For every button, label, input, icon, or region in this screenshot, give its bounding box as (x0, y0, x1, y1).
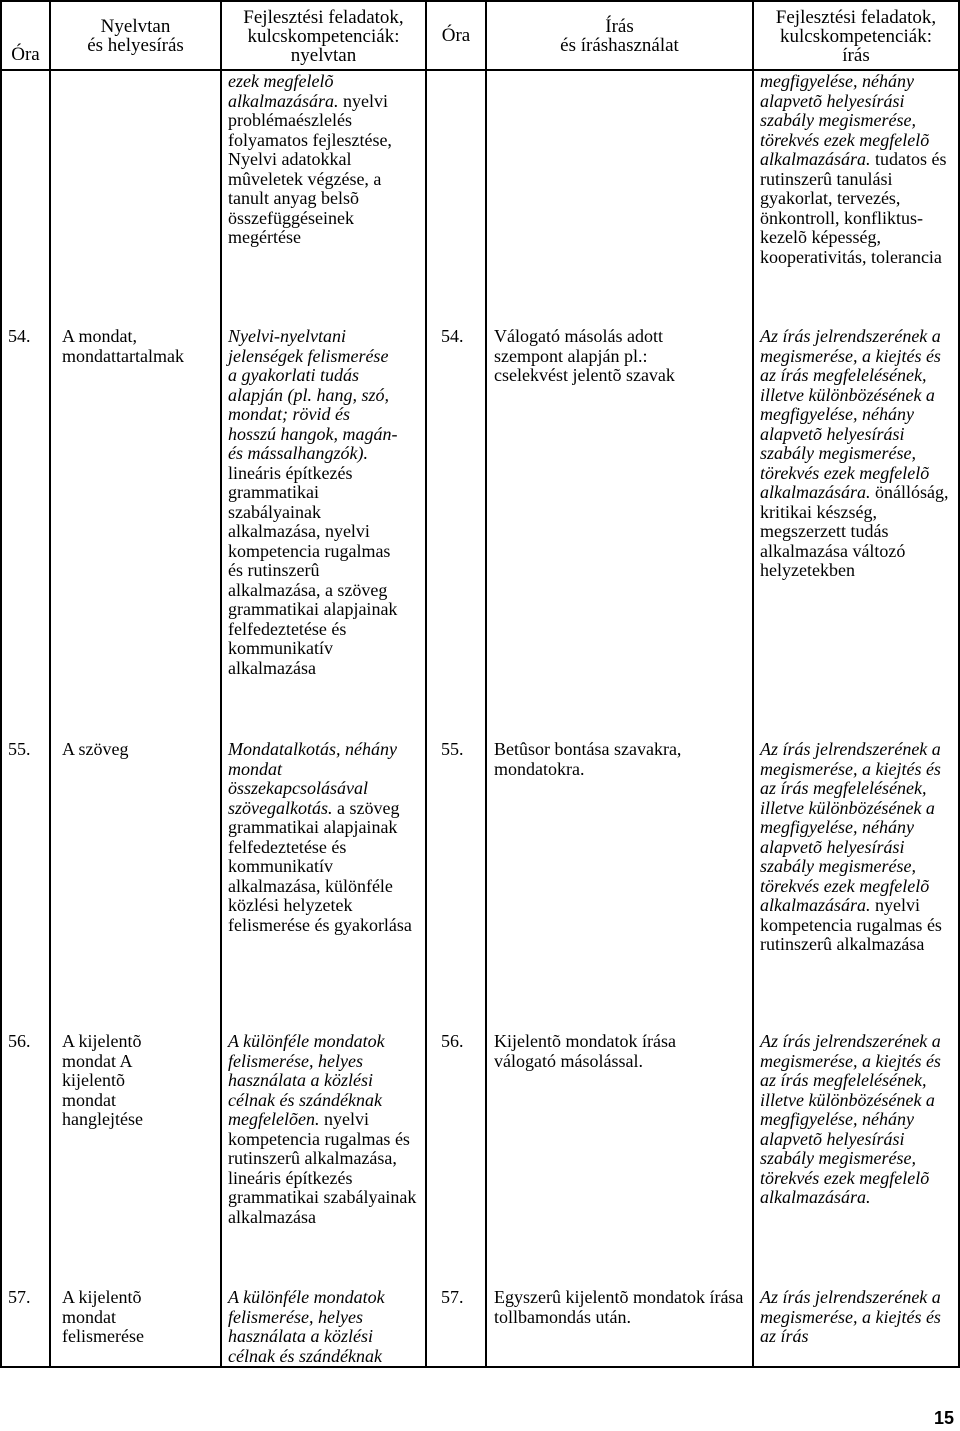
right-dev-cell (760, 1288, 954, 1347)
left-row-number: 55. (8, 739, 31, 759)
header-text: Fejlesztési feladatok, (775, 7, 937, 28)
header-text: és íráshasználat (560, 35, 679, 56)
dev-text-italic: Az írás jelrendszerének a megismerése, a kiejtés és az írás megfelelésének, illetve különbözésének a megfigyelése, néhány alapvetõ helyesírási szabály megismerése, törekvés ezek megfelelõ alkalmazására. (760, 1031, 946, 1207)
left-row-number: 57. (8, 1287, 31, 1307)
right-task-cell: Egyszerû kijelentõ mondatok írása tollbamondás után. (494, 1287, 744, 1327)
dev-text: nyelvi kompetencia rugalmas és rutinszerû alkalmazása (760, 895, 947, 954)
dev-text-italic: Nyelvi-nyelvtani jelenségek felismerése a gyakorlati tudás alapján (pl. hang, szó, mondat; rövid és hosszú hangok, magán- és mássalhangzók). (228, 326, 402, 463)
left-dev-cell (228, 740, 416, 935)
dev-text-italic: Az írás jelrendszerének a megismerése, a kiejtés és az írás (760, 1287, 946, 1346)
page-number: 15 (934, 1408, 955, 1428)
header-ora-left (2, 45, 49, 64)
dev-text: lineáris építkezés grammatikai szabályainak alkalmazása, nyelvi kompetencia rugalmas és rutinszerû alkalmazása, a szöveg grammatikai alapjainak felfedeztetése és kommunikatív alkalmazása (228, 443, 402, 678)
left-dev-cell (228, 1032, 420, 1227)
dev-text: nyelvi kompetencia rugalmas és rutinszerû alkalmazása, lineáris építkezés grammatikai szabályainak alkalmazása (228, 1109, 421, 1227)
column-divider (220, 0, 222, 1368)
column-divider (752, 0, 754, 1368)
right-dev-cell (760, 327, 954, 581)
dev-text-italic: A különféle mondatok felismerése, helyes használata a közlési célnak és szándéknak (228, 1287, 390, 1366)
header-text: kulcskompetenciák: (780, 26, 932, 47)
header-text: nyelvtan (290, 45, 357, 66)
column-divider (49, 0, 51, 1368)
header-nyelvtan (51, 17, 220, 55)
right-task-cell: Kijelentõ mondatok írása válogató másolással. (494, 1031, 676, 1071)
dev-text-italic: Az írás jelrendszerének a megismerése, a kiejtés és az írás megfelelésének, illetve különbözésének a megfigyelése, néhány alapvetõ helyesírási szabály megismerése, törekvés ezek megfelelõ alkalmazására. (760, 326, 946, 502)
table-left-border (0, 0, 2, 1368)
left-row-number: 56. (8, 1031, 31, 1051)
dev-text-italic: Mondatalkotás, néhány mondat összekapcsolásával szövegalkotás. (228, 739, 402, 818)
header-text: és helyesírás (87, 35, 184, 56)
left-topic-cell: A kijelentõ mondat felismerése (62, 1287, 144, 1346)
dev-text-italic: Az írás jelrendszerének a megismerése, a kiejtés és az írás megfelelésének, illetve különbözésének a megfigyelése, néhány alapvetõ helyesírási szabály megismerése, törekvés ezek megfelelõ alkalmazására. (760, 739, 946, 915)
right-row-number: 57. (441, 1287, 464, 1307)
left-topic-cell: A kijelentõ mondat A kijelentõ mondat hanglejtése (62, 1031, 143, 1129)
dev-text: tudatos és rutinszerû tanulási gyakorlat, tervezés, önkontroll, konfliktus-kezelõ képesség, kooperativitás, tolerancia (760, 149, 952, 267)
header-text: Óra (441, 25, 471, 46)
left-dev-cell (228, 327, 400, 678)
table-bottom-rule (0, 1366, 960, 1368)
left-dev-cell (228, 1288, 420, 1366)
header-text: Írás (605, 16, 634, 37)
right-task-cell: Betûsor bontása szavakra, mondatokra. (494, 739, 682, 779)
dev-text-italic: A különféle mondatok felismerése, helyes használata a közlési célnak és szándéknak megfelelõen. (228, 1031, 390, 1129)
dev-text: nyelvi problémaészlelés folyamatos fejlesztése, Nyelvi adatokkal mûveletek végzése, a tanult anyag belsõ összefüggéseinek megértése (228, 90, 397, 247)
right-row-number: 55. (441, 739, 464, 759)
right-row-number: 56. (441, 1031, 464, 1051)
header-text: Nyelvtan (100, 16, 171, 37)
right-continuation-cell (760, 72, 954, 267)
left-row-number: 54. (8, 326, 31, 346)
left-topic-cell: A szöveg (62, 739, 129, 759)
table-top-rule (0, 0, 960, 2)
right-dev-cell (760, 1032, 954, 1208)
right-task-cell: Válogató másolás adott szempont alapján pl.: cselekvést jelentõ szavak (494, 326, 675, 385)
column-divider (425, 0, 427, 1368)
header-text: írás (842, 45, 870, 66)
column-divider (485, 0, 487, 1368)
dev-text: a szöveg grammatikai alapjainak felfedeztetése és kommunikatív alkalmazása, különféle közlési helyzetek felismerése és gyakorlása (228, 797, 412, 935)
header-iras (487, 17, 752, 55)
header-fejlesztesi-right (754, 8, 958, 65)
header-text: kulcskompetenciák: (247, 26, 400, 47)
right-dev-cell (760, 740, 954, 955)
header-fejlesztesi-left (222, 8, 425, 65)
left-continuation-cell (228, 72, 418, 248)
dev-text-italic: ezek megfelelõ alkalmazására. (228, 71, 339, 111)
header-ora-right (427, 26, 485, 45)
dev-text-italic: megfigyelése, néhány alapvetõ helyesírási szabály megismerése, törekvés ezek megfelelõ alkalmazására. (760, 71, 934, 169)
header-text: Fejlesztési feladatok, (243, 7, 404, 28)
dev-text: önállóság, kritikai készség, megszerzett tudás alkalmazása változó helyzetekben (760, 482, 954, 580)
right-row-number: 54. (441, 326, 464, 346)
header-text: Óra (11, 44, 40, 65)
left-topic-cell: A mondat, mondattartalmak (62, 326, 184, 366)
